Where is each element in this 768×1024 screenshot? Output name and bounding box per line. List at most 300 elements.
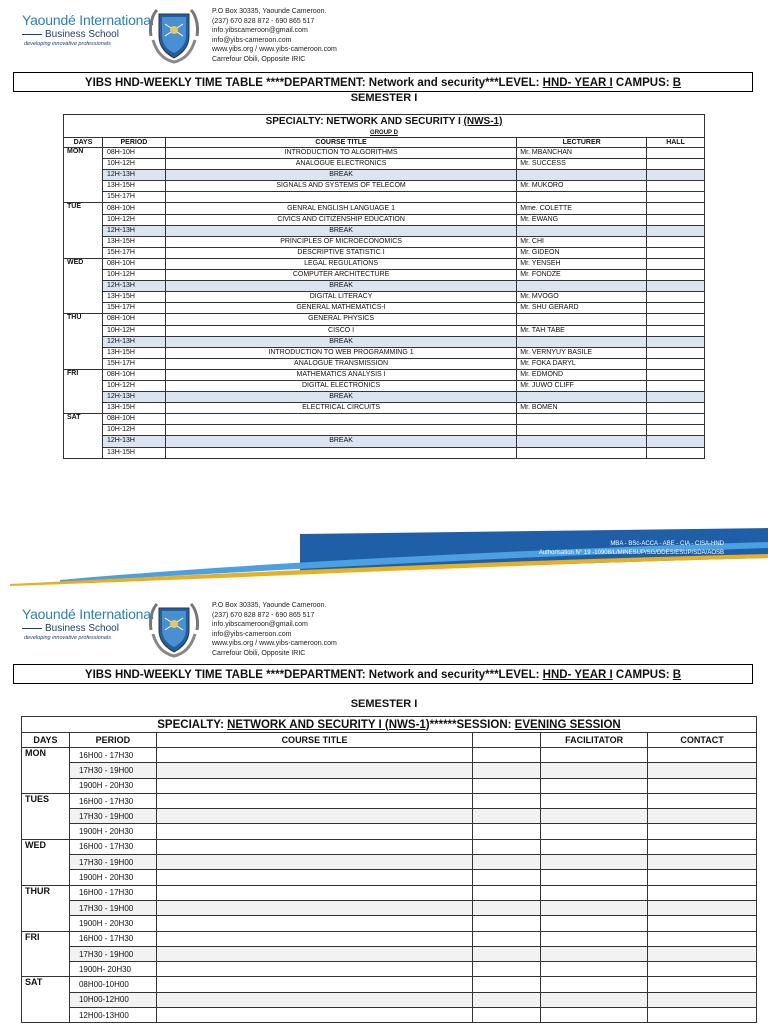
period-cell: 1900H - 20H30 <box>69 824 156 839</box>
extra-cell <box>473 992 541 1007</box>
period-cell: 13H-15H <box>102 347 165 358</box>
hall-cell <box>647 447 705 458</box>
course-cell <box>156 992 472 1007</box>
table-row <box>64 436 705 447</box>
table-row <box>22 870 757 885</box>
period-cell: 15H-17H <box>102 303 165 314</box>
school-logo-text <box>22 12 154 47</box>
course-cell <box>156 855 472 870</box>
timetable-title-bottom: YIBS HND-WEEKLY TIME TABLE ****DEPARTMENT: Network and security***LEVEL: HND- YEAR I CAMPUS: B <box>13 664 753 684</box>
table-row <box>22 855 757 870</box>
period-cell: 10H00-12H00 <box>69 992 156 1007</box>
contact-cell <box>648 931 757 946</box>
period-cell: 08H-10H <box>102 314 165 325</box>
course-cell: SIGNALS AND SYSTEMS OF TELECOM <box>165 181 516 192</box>
period-cell: 08H00-10H00 <box>69 977 156 992</box>
table-row <box>64 303 705 314</box>
contact-cell <box>648 763 757 778</box>
course-cell <box>165 425 516 436</box>
table-row <box>64 159 705 170</box>
facilitator-cell <box>541 809 648 824</box>
period-cell: 10H-12H <box>102 325 165 336</box>
course-cell: PRINCIPLES OF MICROECONOMICS <box>165 236 516 247</box>
facilitator-cell <box>541 1008 648 1023</box>
hall-cell <box>647 436 705 447</box>
facilitator-cell <box>541 916 648 931</box>
course-cell <box>156 916 472 931</box>
lecturer-cell <box>517 414 647 425</box>
period-cell: 1900H - 20H30 <box>69 916 156 931</box>
table-row <box>64 214 705 225</box>
day-cell: THU <box>64 314 103 369</box>
period-cell: 10H-12H <box>102 270 165 281</box>
contact-phone: (237) 670 828 872 - 690 865 517 <box>212 611 315 619</box>
course-cell: BREAK <box>165 281 516 292</box>
hall-cell <box>647 258 705 269</box>
facilitator-cell <box>541 977 648 992</box>
header-course-title: COURSE TITLE <box>165 138 516 148</box>
extra-cell <box>473 1008 541 1023</box>
table-row <box>22 962 757 977</box>
lecturer-cell: Mr. JUWO CLIFF <box>517 380 647 391</box>
period-cell: 17H30 - 19H00 <box>69 900 156 915</box>
school-header-top <box>22 4 382 66</box>
school-crest-icon <box>145 600 203 660</box>
school-crest-icon <box>145 6 203 66</box>
table-row <box>64 314 705 325</box>
period-cell: 08H-10H <box>102 203 165 214</box>
timetable-day-table <box>63 114 705 459</box>
school-tagline: developing innovative professionals <box>24 635 111 641</box>
contact-location: Carrefour Obili, Opposite IRIC <box>212 649 306 657</box>
header-course-title: COURSE TITLE <box>156 733 472 748</box>
period-cell: 12H-13H <box>102 170 165 181</box>
lecturer-cell: Mr. YENSEH <box>517 258 647 269</box>
period-cell: 16H00 - 17H30 <box>69 839 156 854</box>
lecturer-cell: Mr. BOMEN <box>517 403 647 414</box>
course-cell: BREAK <box>165 336 516 347</box>
header-period: PERIOD <box>69 733 156 748</box>
lecturer-cell: Mr. TAH TABE <box>517 325 647 336</box>
table-row <box>64 358 705 369</box>
table-row <box>64 192 705 203</box>
period-cell: 08H-10H <box>102 369 165 380</box>
period-cell: 12H00-13H00 <box>69 1008 156 1023</box>
contact-website: www.yibs.org / www.yibs-cameroon.com <box>212 640 337 648</box>
course-cell <box>156 962 472 977</box>
period-cell: 13H-15H <box>102 403 165 414</box>
table-row <box>64 170 705 181</box>
contact-website: www.yibs.org / www.yibs-cameroon.com <box>212 46 337 54</box>
hall-cell <box>647 159 705 170</box>
facilitator-cell <box>541 824 648 839</box>
table-row <box>22 885 757 900</box>
table-row <box>22 916 757 931</box>
extra-cell <box>473 839 541 854</box>
day-cell: SAT <box>64 414 103 458</box>
day-cell: MON <box>22 748 70 794</box>
period-cell: 15H-17H <box>102 247 165 258</box>
contact-cell <box>648 870 757 885</box>
lecturer-cell: Mr. CHI <box>517 236 647 247</box>
course-cell: INTRODUCTION TO ALGORITHMS <box>165 148 516 159</box>
hall-cell <box>647 203 705 214</box>
extra-cell <box>473 885 541 900</box>
contact-cell <box>648 885 757 900</box>
table-row <box>22 1008 757 1023</box>
lecturer-cell <box>517 392 647 403</box>
campus-value: B <box>672 77 682 89</box>
contact-email-1: info.yibscameroon@gmail.com <box>212 27 308 35</box>
extra-cell <box>473 778 541 793</box>
extra-cell <box>473 824 541 839</box>
hall-cell <box>647 236 705 247</box>
table-row <box>64 236 705 247</box>
course-cell <box>165 414 516 425</box>
facilitator-cell <box>541 839 648 854</box>
extra-cell <box>473 870 541 885</box>
school-name-line1: Yaoundé International <box>22 606 154 622</box>
school-name-line1: Yaoundé International <box>22 12 154 28</box>
contact-cell <box>648 793 757 808</box>
lecturer-cell <box>517 425 647 436</box>
extra-cell <box>473 793 541 808</box>
contact-cell <box>648 900 757 915</box>
contact-cell <box>648 778 757 793</box>
course-cell: BREAK <box>165 225 516 236</box>
extra-cell <box>473 962 541 977</box>
course-cell <box>156 931 472 946</box>
day-cell: TUE <box>64 203 103 258</box>
hall-cell <box>647 403 705 414</box>
course-cell <box>156 870 472 885</box>
course-cell: CIVICS AND CITIZENSHIP EDUCATION <box>165 214 516 225</box>
contact-cell <box>648 1008 757 1023</box>
course-cell: ANALOGUE TRANSMISSION <box>165 358 516 369</box>
extra-cell <box>473 900 541 915</box>
banner-programs: MBA - BSc-ACCA - ABE - CIA - CISA-HND <box>610 541 724 547</box>
lecturer-cell: Mr. MBANCHAN <box>517 148 647 159</box>
period-cell: 12H-13H <box>102 281 165 292</box>
course-cell <box>156 763 472 778</box>
timetable-evening-table <box>21 716 757 1023</box>
facilitator-cell <box>541 946 648 961</box>
facilitator-cell <box>541 962 648 977</box>
header-lecturer: LECTURER <box>517 138 647 148</box>
table-row <box>64 203 705 214</box>
table-row <box>64 447 705 458</box>
period-cell: 08H-10H <box>102 148 165 159</box>
table-row <box>64 392 705 403</box>
extra-cell <box>473 977 541 992</box>
lecturer-cell <box>517 436 647 447</box>
table-row <box>22 824 757 839</box>
table-row <box>64 369 705 380</box>
extra-cell <box>473 946 541 961</box>
contact-cell <box>648 962 757 977</box>
school-tagline: developing innovative professionals <box>24 41 111 47</box>
header-days: DAYS <box>22 733 70 748</box>
hall-cell <box>647 358 705 369</box>
facilitator-cell <box>541 855 648 870</box>
period-cell: 10H-12H <box>102 159 165 170</box>
table-row <box>22 763 757 778</box>
course-cell <box>156 778 472 793</box>
lecturer-cell: Mr. MUKORO <box>517 181 647 192</box>
day-cell: THUR <box>22 885 70 931</box>
header-hall: HALL <box>647 138 705 148</box>
day-cell: TUES <box>22 793 70 839</box>
course-cell: DIGITAL ELECTRONICS <box>165 380 516 391</box>
hall-cell <box>647 170 705 181</box>
course-cell <box>165 447 516 458</box>
table-row <box>22 748 757 763</box>
table-row <box>64 425 705 436</box>
course-cell: DIGITAL LITERACY <box>165 292 516 303</box>
facilitator-cell <box>541 885 648 900</box>
table-row <box>64 247 705 258</box>
table-row <box>22 977 757 992</box>
course-cell <box>156 1008 472 1023</box>
contact-location: Carrefour Obili, Opposite IRIC <box>212 55 306 63</box>
day-cell: FRI <box>22 931 70 977</box>
contact-address: P.O Box 30335, Yaounde Cameroon. <box>212 8 327 15</box>
contact-cell <box>648 855 757 870</box>
hall-cell <box>647 247 705 258</box>
contact-cell <box>648 824 757 839</box>
contact-cell <box>648 977 757 992</box>
table-row <box>64 325 705 336</box>
facilitator-cell <box>541 900 648 915</box>
facilitator-cell <box>541 870 648 885</box>
facilitator-cell <box>541 931 648 946</box>
period-cell: 17H30 - 19H00 <box>69 946 156 961</box>
facilitator-cell <box>541 748 648 763</box>
day-cell: FRI <box>64 369 103 413</box>
extra-cell <box>473 931 541 946</box>
course-cell: GENRAL ENGLISH LANGUAGE 1 <box>165 203 516 214</box>
table-row <box>64 403 705 414</box>
facilitator-cell <box>541 793 648 808</box>
course-cell <box>156 885 472 900</box>
table-row <box>64 380 705 391</box>
school-name-line2: Business School <box>45 29 119 40</box>
period-cell: 10H-12H <box>102 425 165 436</box>
course-cell: GENERAL PHYSICS <box>165 314 516 325</box>
lecturer-cell: Mr. VERNYUY BASILE <box>517 347 647 358</box>
table-row <box>22 992 757 1007</box>
contact-cell <box>648 839 757 854</box>
lecturer-cell <box>517 170 647 181</box>
group-label: GROUP D <box>64 128 705 138</box>
period-cell: 1900H - 20H30 <box>69 778 156 793</box>
table-row <box>22 839 757 854</box>
period-cell: 16H00 - 17H30 <box>69 931 156 946</box>
hall-cell <box>647 181 705 192</box>
period-cell: 13H-15H <box>102 292 165 303</box>
table-row <box>22 793 757 808</box>
hall-cell <box>647 325 705 336</box>
header-facilitator: FACILITATOR <box>541 733 648 748</box>
contact-address: P.O Box 30335, Yaounde Cameroon. <box>212 602 327 609</box>
table-row <box>64 414 705 425</box>
table-row <box>64 270 705 281</box>
school-contact-block <box>212 7 337 65</box>
lecturer-cell: Mr. EDMOND <box>517 369 647 380</box>
period-cell: 08H-10H <box>102 258 165 269</box>
lecturer-cell: Mme. COLETTE <box>517 203 647 214</box>
semester-label-bottom: SEMESTER I <box>350 698 418 710</box>
extra-cell <box>473 809 541 824</box>
lecturer-cell: Mr. GIDEON <box>517 247 647 258</box>
contact-email-1: info.yibscameroon@gmail.com <box>212 621 308 629</box>
extra-cell <box>473 916 541 931</box>
extra-cell <box>473 763 541 778</box>
hall-cell <box>647 314 705 325</box>
period-cell: 13H-15H <box>102 236 165 247</box>
contact-cell <box>648 809 757 824</box>
day-cell: WED <box>64 258 103 313</box>
contact-phone: (237) 670 828 872 - 690 865 517 <box>212 17 315 25</box>
table-row <box>64 292 705 303</box>
table-row <box>22 946 757 961</box>
school-name-line2: Business School <box>45 623 119 634</box>
period-cell: 1900H- 20H30 <box>69 962 156 977</box>
extra-cell <box>473 748 541 763</box>
course-cell <box>156 809 472 824</box>
timetable-title-top: YIBS HND-WEEKLY TIME TABLE ****DEPARTMENT: Network and security***LEVEL: HND- YEAR I CAMPUS: B <box>13 72 753 92</box>
hall-cell <box>647 225 705 236</box>
contact-cell <box>648 916 757 931</box>
lecturer-cell <box>517 281 647 292</box>
course-cell: CISCO I <box>165 325 516 336</box>
lecturer-cell: Mr. MVOGO <box>517 292 647 303</box>
lecturer-cell <box>517 447 647 458</box>
period-cell: 12H-13H <box>102 392 165 403</box>
hall-cell <box>647 192 705 203</box>
table-row <box>64 148 705 159</box>
hall-cell <box>647 347 705 358</box>
period-cell: 15H-17H <box>102 192 165 203</box>
table-row <box>64 281 705 292</box>
lecturer-cell: Mr. FONDZE <box>517 270 647 281</box>
period-cell: 16H00 - 17H30 <box>69 748 156 763</box>
day-cell: SAT <box>22 977 70 1023</box>
period-cell: 12H-13H <box>102 436 165 447</box>
semester-label-top: SEMESTER I <box>350 92 418 104</box>
contact-cell <box>648 946 757 961</box>
lecturer-cell <box>517 336 647 347</box>
contact-cell <box>648 748 757 763</box>
banner-text <box>539 540 724 558</box>
hall-cell <box>647 292 705 303</box>
table-row <box>22 931 757 946</box>
campus-value: B <box>672 669 682 681</box>
specialty-session-heading: SPECIALTY: NETWORK AND SECURITY I (NWS-1)******SESSION: EVENING SESSION <box>22 717 757 733</box>
hall-cell <box>647 303 705 314</box>
table-row <box>64 225 705 236</box>
table-row <box>22 809 757 824</box>
lecturer-cell: Mr. SUCCESS <box>517 159 647 170</box>
lecturer-cell: Mr. EWANG <box>517 214 647 225</box>
course-cell <box>156 839 472 854</box>
level-value: HND- YEAR I <box>542 77 613 89</box>
period-cell: 12H-13H <box>102 336 165 347</box>
course-cell: BREAK <box>165 392 516 403</box>
course-cell: ANALOGUE ELECTRONICS <box>165 159 516 170</box>
school-logo-text-2 <box>22 606 154 641</box>
hall-cell <box>647 380 705 391</box>
facilitator-cell <box>541 992 648 1007</box>
course-cell: INTRODUCTION TO WEB PROGRAMMING 1 <box>165 347 516 358</box>
course-cell <box>156 793 472 808</box>
footer-banner <box>0 528 768 588</box>
day-cell: MON <box>64 148 103 203</box>
period-cell: 1900H - 20H30 <box>69 870 156 885</box>
period-cell: 17H30 - 19H00 <box>69 809 156 824</box>
table-row <box>64 347 705 358</box>
table-row <box>64 181 705 192</box>
course-cell: ELECTRICAL CIRCUITS <box>165 403 516 414</box>
course-cell: DESCRIPTIVE STATISTIC I <box>165 247 516 258</box>
course-cell <box>156 748 472 763</box>
lecturer-cell: Mr. SHU GERARD <box>517 303 647 314</box>
course-cell <box>165 192 516 203</box>
course-cell: LEGAL REGULATIONS <box>165 258 516 269</box>
header-contact: CONTACT <box>648 733 757 748</box>
lecturer-cell: Mr. FOKA DARYL <box>517 358 647 369</box>
specialty-heading: SPECIALTY: NETWORK AND SECURITY I (NWS-1) <box>64 115 705 129</box>
school-header-bottom <box>22 598 382 660</box>
extra-cell <box>473 855 541 870</box>
contact-email-2: info@yibs-cameroon.com <box>212 630 292 638</box>
period-cell: 10H-12H <box>102 380 165 391</box>
header-days: DAYS <box>64 138 103 148</box>
period-cell: 13H-15H <box>102 447 165 458</box>
level-value: HND- YEAR I <box>542 669 613 681</box>
period-cell: 08H-10H <box>102 414 165 425</box>
hall-cell <box>647 148 705 159</box>
period-cell: 16H00 - 17H30 <box>69 885 156 900</box>
table-row <box>22 778 757 793</box>
contact-cell <box>648 992 757 1007</box>
hall-cell <box>647 425 705 436</box>
course-cell <box>156 977 472 992</box>
hall-cell <box>647 392 705 403</box>
period-cell: 17H30 - 19H00 <box>69 855 156 870</box>
course-cell <box>156 824 472 839</box>
period-cell: 15H-17H <box>102 358 165 369</box>
lecturer-cell <box>517 314 647 325</box>
period-cell: 17H30 - 19H00 <box>69 763 156 778</box>
hall-cell <box>647 270 705 281</box>
school-contact-block <box>212 601 337 659</box>
course-cell <box>156 946 472 961</box>
lecturer-cell <box>517 225 647 236</box>
table-row <box>64 258 705 269</box>
hall-cell <box>647 214 705 225</box>
facilitator-cell <box>541 778 648 793</box>
course-cell <box>156 900 472 915</box>
hall-cell <box>647 369 705 380</box>
contact-email-2: info@yibs-cameroon.com <box>212 36 292 44</box>
period-cell: 16H00 - 17H30 <box>69 793 156 808</box>
course-cell: MATHEMATICS ANALYSIS I <box>165 369 516 380</box>
banner-authorisation: Authorisation N° 19 -10908/L/MINESUP/SG/DDES/ESUP/SDA/AOSB <box>538 550 724 556</box>
course-cell: GENERAL MATHEMATICS-I <box>165 303 516 314</box>
course-cell: COMPUTER ARCHITECTURE <box>165 270 516 281</box>
hall-cell <box>647 414 705 425</box>
